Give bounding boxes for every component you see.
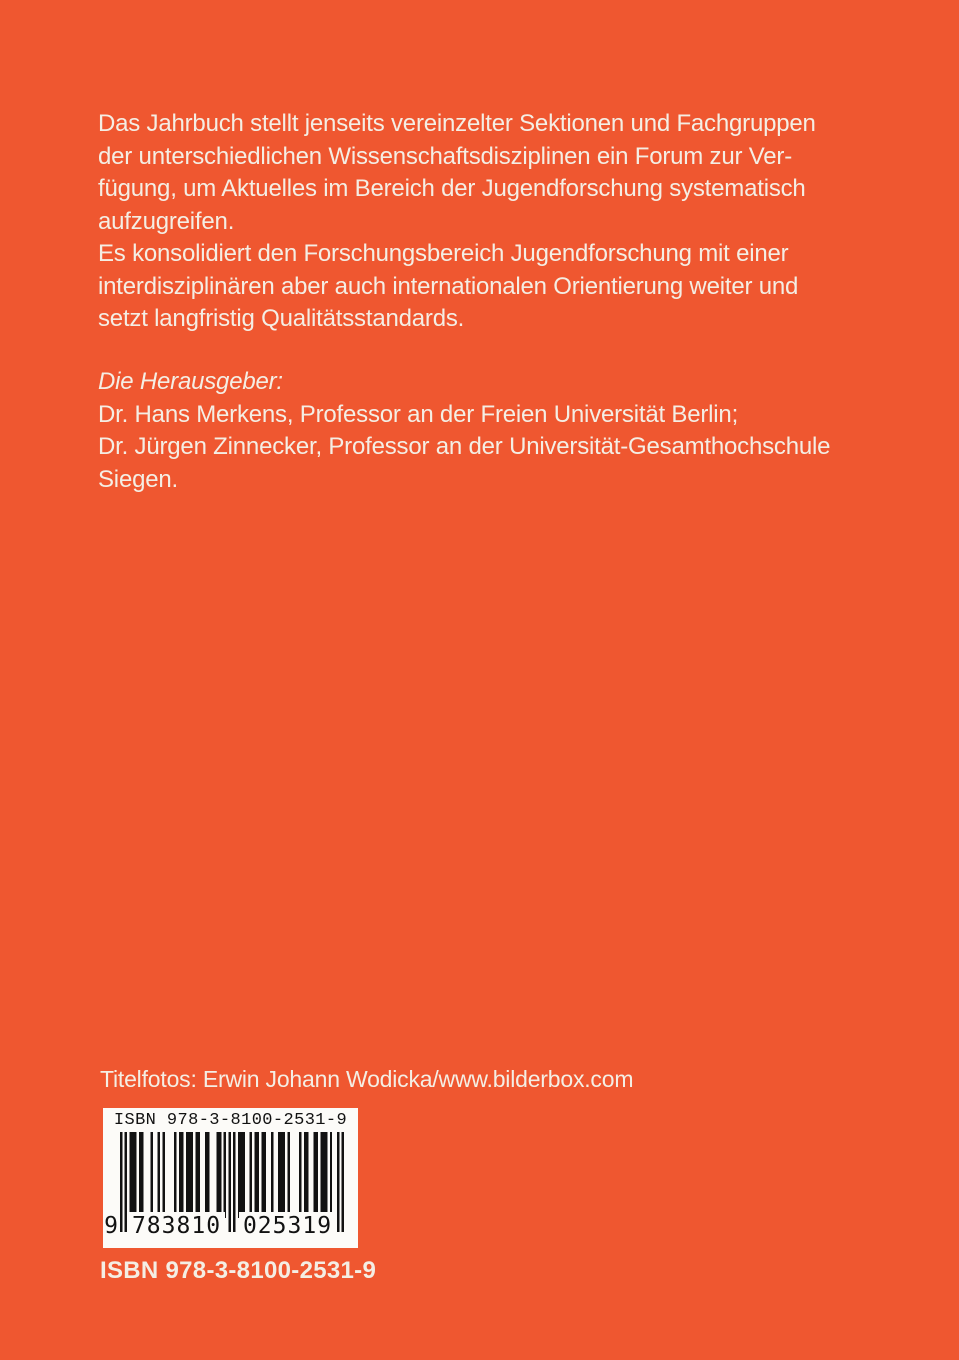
- editors-lines: [98, 399, 830, 497]
- photo-credits: Titelfotos: Erwin Johann Wodicka/www.bilderbox.com: [100, 1066, 634, 1092]
- footer-isbn: ISBN 978-3-8100-2531-9: [100, 1257, 377, 1284]
- editors-section: [98, 366, 830, 496]
- blurb-paragraph: [98, 108, 816, 336]
- text-line: aufzugreifen.: [98, 207, 235, 235]
- text-line: Siegen.: [98, 465, 178, 493]
- isbn-barcode: [103, 1108, 358, 1248]
- text-line: Es konsolidiert den Forschungsbereich Jugendforschung mit einer: [98, 240, 789, 267]
- text-line: Dr. Jürgen Zinnecker, Professor an der Universität-Gesamthochschule: [98, 433, 831, 460]
- text-line: Das Jahrbuch stellt jenseits vereinzelter Sektionen und Fachgruppen: [98, 110, 816, 137]
- barcode-digit-left: 9: [104, 1213, 118, 1239]
- text-line: Dr. Hans Merkens, Professor an der Freien Universität Berlin;: [98, 400, 739, 428]
- barcode-isbn-text: ISBN 978-3-8100-2531-9: [113, 1111, 348, 1130]
- editors-heading: Die Herausgeber:: [98, 368, 283, 395]
- text-line: fügung, um Aktuelles im Bereich der Jugendforschung systematisch: [98, 175, 806, 202]
- text-line: der unterschiedlichen Wissenschaftsdisziplinen ein Forum zur Ver-: [98, 142, 792, 170]
- barcode-digit-group1: 783810: [128, 1212, 225, 1240]
- text-line: setzt langfristig Qualitätsstandards.: [98, 305, 465, 332]
- text-line: interdisziplinären aber auch internationalen Orientierung weiter und: [98, 272, 799, 300]
- barcode-digit-group2: 025319: [239, 1212, 336, 1240]
